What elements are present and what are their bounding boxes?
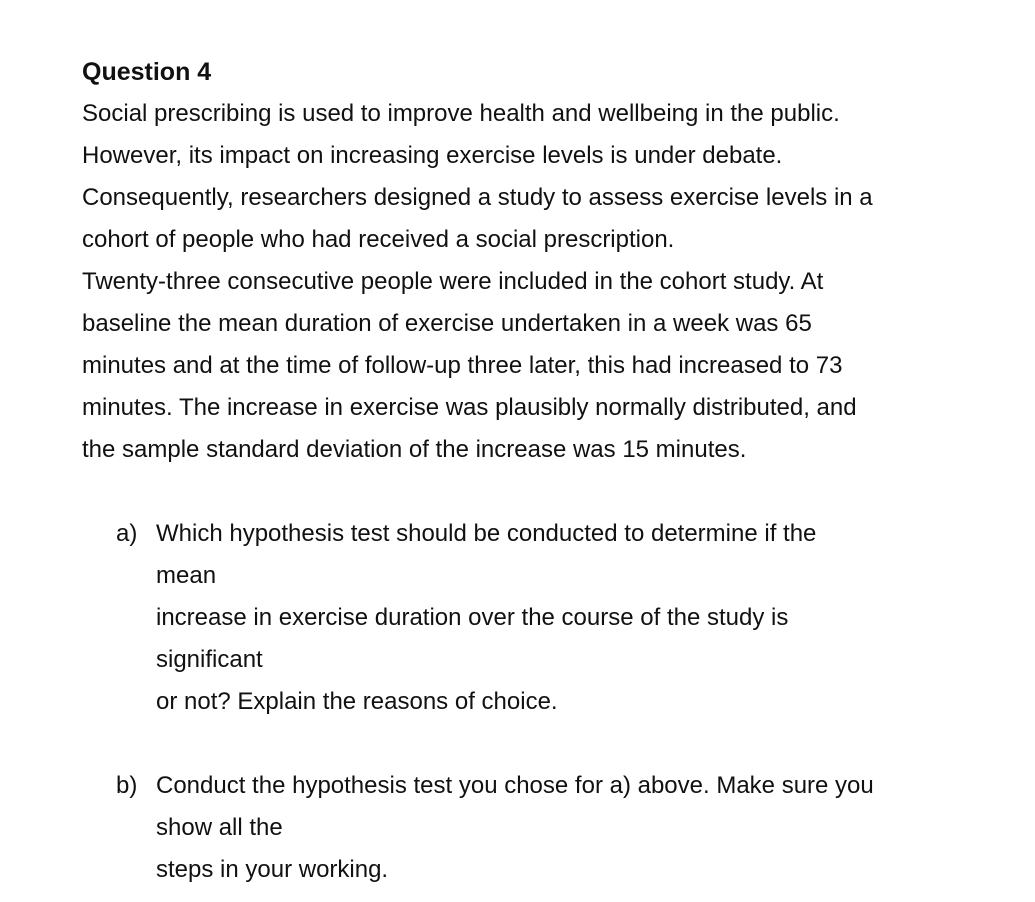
part-b-line: Conduct the hypothesis test you chose for a) above. Make sure you — [156, 772, 874, 799]
part-b-line: show all the — [156, 814, 283, 841]
part-a-line: significant — [156, 646, 263, 673]
part-b-label: b) — [116, 772, 138, 799]
paragraph-line: However, its impact on increasing exercise levels is under debate. — [82, 142, 783, 169]
paragraph-line: cohort of people who had received a social prescription. — [82, 226, 675, 253]
paragraph-line: the sample standard deviation of the increase was 15 minutes. — [82, 436, 747, 463]
paragraph-line: minutes. The increase in exercise was plausibly normally distributed, and — [82, 394, 857, 421]
part-a-line: increase in exercise duration over the course of the study is — [156, 604, 789, 631]
paragraph-line: baseline the mean duration of exercise undertaken in a week was 65 — [82, 310, 812, 337]
part-a-line: mean — [156, 562, 217, 589]
part-a-line: Which hypothesis test should be conducted to determine if the — [156, 520, 817, 547]
paragraph-line: Social prescribing is used to improve health and wellbeing in the public. — [82, 100, 840, 127]
part-b-line: steps in your working. — [156, 856, 389, 883]
paragraph-line: Twenty-three consecutive people were included in the cohort study. At — [82, 268, 824, 295]
part-a-label: a) — [116, 520, 138, 547]
part-a-line: or not? Explain the reasons of choice. — [156, 688, 558, 715]
paragraph-line: minutes and at the time of follow-up three later, this had increased to 73 — [82, 352, 843, 379]
paragraph-line: Consequently, researchers designed a study to assess exercise levels in a — [82, 184, 873, 211]
question-title: Question 4 — [82, 58, 212, 86]
